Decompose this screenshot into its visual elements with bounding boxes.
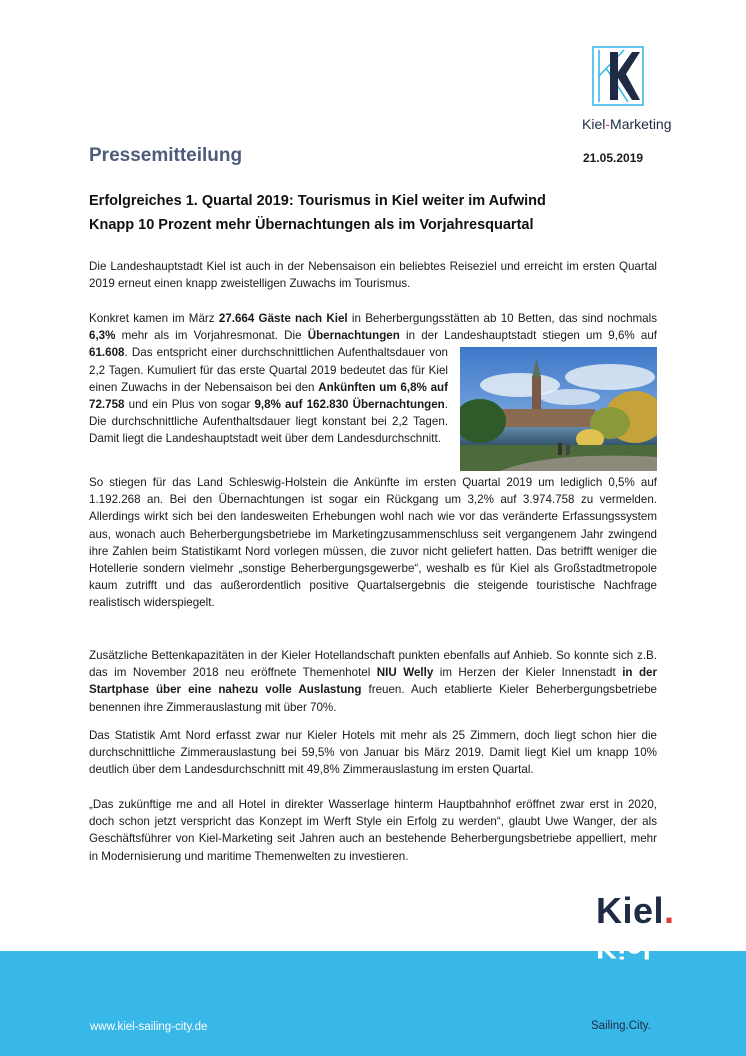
footer-band — [0, 951, 746, 1056]
page-title: Pressemitteilung — [89, 145, 243, 166]
paragraph-occupancy — [89, 727, 657, 779]
kiel-wordmark: Kiel. — [596, 890, 675, 931]
logo-wordmark: Kiel-Marketing — [582, 116, 672, 132]
paragraph-text: So stiegen für das Land Schleswig-Holstein die Ankünfte im ersten Quartal 2019 um lediglich 0,5% auf 1.192.268 an. Bei den Übernachtungen ist sogar ein Rückgang um 3,2% auf 3.974.758 zu vermelden. Allerdings wirkt sich bei den landesweiten Erhebungen wohl nach wie vor das veränderte Erfassungssystem aus, wonach auch Beherbergungsbetriebe im Marketingzusammenschluss seit vergangenem Jahr zwingend ihre Zahlen beim Statistikamt Nord vorlegen müssen, die zuvor nicht geliefert hatten. Das betrifft weniger die Hotellerie sondern vielmehr „sonstige Beherbergungsgewerbe“, weshalb es für Kiel als Großstadtmetropole kaum zutrifft und das außerordentlich positive Quartalsergebnis die steigende touristische Nachfrage realistisch widerspiegelt. — [89, 476, 657, 610]
paragraph-intro — [89, 258, 657, 292]
footer-website-link[interactable]: www.kiel-sailing-city.de — [90, 1021, 208, 1033]
headline-primary: Erfolgreiches 1. Quartal 2019: Tourismus in Kiel weiter im Aufwind — [89, 193, 546, 209]
paragraph-figures — [89, 310, 657, 475]
paragraph-text: „Das zukünftige me and all Hotel in direkter Wasserlage hinterm Hauptbahnhof eröffnet zwar erst in 2020, doch schon jetzt verspricht das Konzept im Werft Style ein Erfolg zu werden“, glaubt Uwe Wanger, der als Geschäftsführer von Kiel-Marketing seit Jahren auch an bestehende Beherbergungsbetriebe appelliert, mehr in Modernisierung und maritime Themenwelten zu investieren. — [89, 798, 657, 863]
paragraph-state — [89, 474, 657, 612]
headline-secondary: Knapp 10 Prozent mehr Übernachtungen als im Vorjahresquartal — [89, 217, 534, 233]
release-date: 21.05.2019 — [583, 151, 644, 165]
paragraph-text: Die Landeshauptstadt Kiel ist auch in der Nebensaison ein beliebtes Reiseziel und erreicht im ersten Quartal 2019 erneut einen knapp zweistelligen Zuwachs im Tourismus. — [89, 260, 657, 291]
k-logo-icon — [592, 46, 644, 106]
kiel-city-hall-photo — [460, 347, 657, 471]
kiel-wordmark-reflection: Kiel — [596, 931, 652, 964]
paragraph-text: Zusätzliche Bettenkapazitäten in der Kieler Hotellandschaft punkten ebenfalls auf Anhieb. So konnte sich z.B. das im November 2018 neu eröffnete Themenhotel NIU Welly im Herzen der Kieler Innenstadt in der Startphase über eine nahezu volle Auslastung freuen. Auch etablierte Kieler Beherbergungsbetriebe benennen ihre Zimmerauslastung mit über 70%. — [89, 649, 657, 714]
paragraph-hotels — [89, 647, 657, 716]
paragraph-text: Das Statistik Amt Nord erfasst zwar nur Kieler Hotels mit mehr als 25 Zimmern, doch liegt schon hier die durchschnittliche Zimmerauslastung bei 59,5% von Januar bis März 2019. Damit liegt Kiel um knapp 10% deutlich über dem Landesdurchschnitt mit 49,8% Zimmerauslastung im ersten Quartal. — [89, 729, 657, 777]
paragraph-quote — [89, 796, 657, 865]
paragraph-text: Konkret kamen im März 27.664 Gäste nach Kiel in Beherbergungsstätten ab 10 Betten, das sind nochmals 6,3% mehr als im Vorjahresmonat. Die Übernachtungen in der Landeshauptstadt stiegen um 9,6% auf 61.608 . Das entspricht einer durchschnittlichen Aufenthaltsdauer von 2,2 Tagen. Kumuliert für das erste Quartal 2019 bedeutet das für Kiel einen Zuwachs in der Nebensaison bei den Ankünften um 6,8% auf 72.758 und ein Plus von sogar 9,8% auf 162.830 Übernachtungen. Die durchschnittliche Aufenthaltsdauer liegt konstant bei 2,2 Tagen. Damit liegt die Landeshauptstadt weit über dem Landesdurchschnitt. — [89, 310, 657, 448]
brand-tagline: Sailing.City. — [591, 1020, 651, 1032]
